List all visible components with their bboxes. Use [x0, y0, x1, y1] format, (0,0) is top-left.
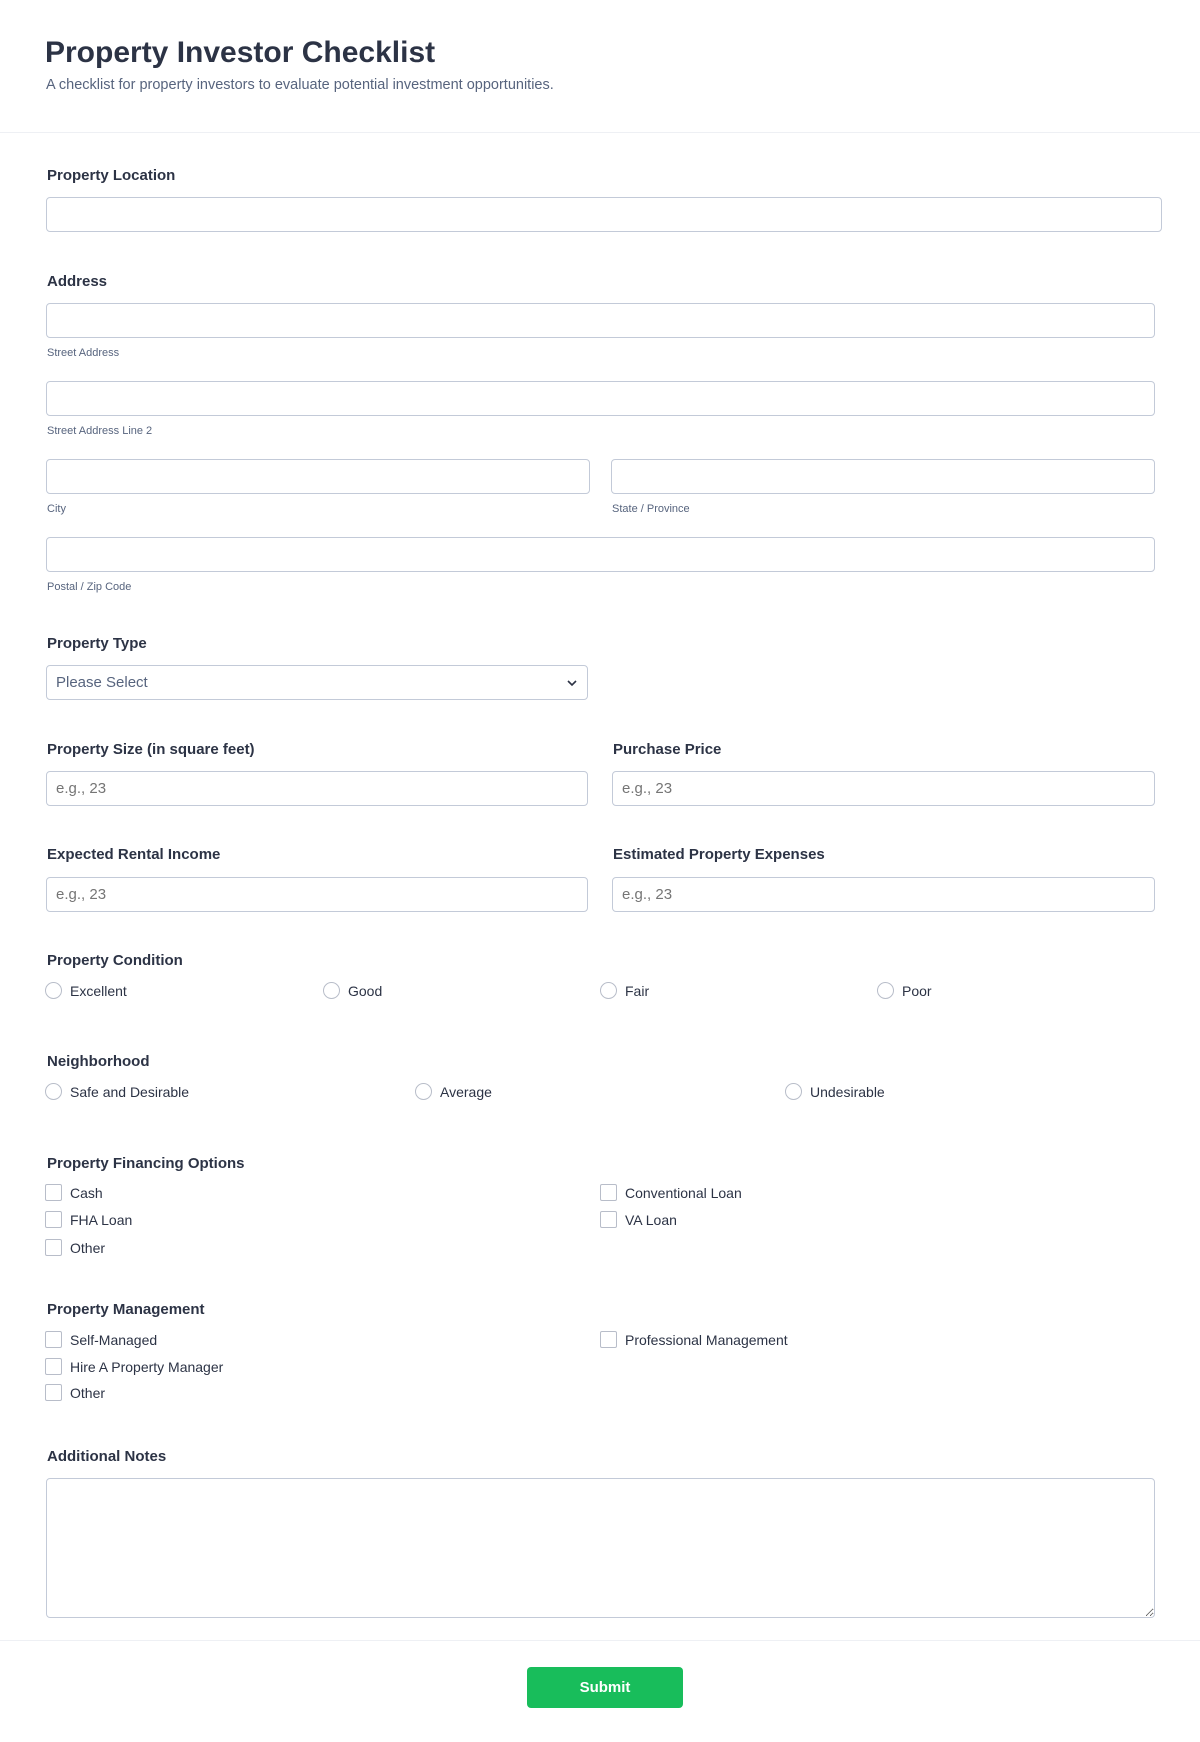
additional-notes-textarea[interactable]	[46, 1478, 1155, 1618]
divider	[0, 132, 1200, 133]
state-sublabel: State / Province	[612, 503, 690, 515]
checkbox[interactable]	[600, 1184, 617, 1201]
submit-button[interactable]: Submit	[527, 1667, 683, 1708]
option-label: Professional Management	[625, 1331, 788, 1348]
radio-button[interactable]	[877, 982, 894, 999]
financing-option-cash[interactable]	[45, 1184, 103, 1201]
management-label: Property Management	[47, 1301, 205, 1318]
condition-option-poor[interactable]	[877, 982, 932, 999]
option-label: Other	[70, 1384, 106, 1401]
checkbox[interactable]	[45, 1384, 62, 1401]
checkbox[interactable]	[600, 1331, 617, 1348]
postal-code-sublabel: Postal / Zip Code	[47, 581, 132, 593]
neighborhood-option-average[interactable]	[415, 1083, 492, 1100]
page-description: A checklist for property investors to evaluate potential investment opportunities.	[46, 77, 554, 93]
checkbox[interactable]	[45, 1331, 62, 1348]
chevron-down-icon	[566, 679, 578, 687]
rental-income-label: Expected Rental Income	[47, 846, 221, 863]
property-type-label: Property Type	[47, 635, 147, 652]
additional-notes-label: Additional Notes	[47, 1448, 167, 1465]
street-address-line2-input[interactable]	[46, 381, 1155, 416]
option-label: Fair	[625, 982, 650, 999]
state-input[interactable]	[611, 459, 1155, 494]
divider	[0, 1640, 1200, 1641]
option-label: Other	[70, 1239, 106, 1256]
property-expenses-input[interactable]	[612, 877, 1155, 912]
management-option-other[interactable]	[45, 1384, 105, 1401]
financing-option-other[interactable]	[45, 1239, 105, 1256]
financing-option-va[interactable]	[600, 1211, 677, 1228]
radio-button[interactable]	[415, 1083, 432, 1100]
option-label: Good	[348, 982, 383, 999]
purchase-price-label: Purchase Price	[613, 741, 722, 758]
condition-option-good[interactable]	[323, 982, 382, 999]
property-location-label: Property Location	[47, 167, 176, 184]
postal-code-input[interactable]	[46, 537, 1155, 572]
checkbox[interactable]	[45, 1239, 62, 1256]
street-address-input[interactable]	[46, 303, 1155, 338]
option-label: Safe and Desirable	[70, 1083, 190, 1100]
option-label: VA Loan	[625, 1211, 677, 1228]
page-title: Property Investor Checklist	[45, 36, 436, 69]
option-label: Average	[440, 1083, 492, 1100]
street-address-line2-sublabel: Street Address Line 2	[47, 425, 153, 437]
property-size-label: Property Size (in square feet)	[47, 741, 255, 758]
financing-label: Property Financing Options	[47, 1155, 245, 1172]
neighborhood-option-undesirable[interactable]	[785, 1083, 885, 1100]
city-sublabel: City	[47, 503, 66, 515]
checkbox[interactable]	[45, 1211, 62, 1228]
property-size-input[interactable]	[46, 771, 588, 806]
option-label: Hire A Property Manager	[70, 1358, 224, 1375]
property-type-select[interactable]	[46, 665, 588, 700]
financing-option-fha[interactable]	[45, 1211, 132, 1228]
option-label: Poor	[902, 982, 932, 999]
property-condition-label: Property Condition	[47, 952, 183, 969]
option-label: FHA Loan	[70, 1211, 133, 1228]
condition-option-excellent[interactable]	[45, 982, 127, 999]
option-label: Excellent	[70, 982, 127, 999]
management-option-professional[interactable]	[600, 1331, 788, 1348]
neighborhood-label: Neighborhood	[47, 1053, 150, 1070]
option-label: Undesirable	[810, 1083, 885, 1100]
address-label: Address	[47, 273, 108, 290]
rental-income-input[interactable]	[46, 877, 588, 912]
financing-option-conventional[interactable]	[600, 1184, 742, 1201]
radio-button[interactable]	[323, 982, 340, 999]
property-expenses-label: Estimated Property Expenses	[613, 846, 825, 863]
street-address-sublabel: Street Address	[47, 347, 120, 359]
option-label: Conventional Loan	[625, 1184, 742, 1201]
radio-button[interactable]	[785, 1083, 802, 1100]
option-label: Cash	[70, 1184, 103, 1201]
checkbox[interactable]	[45, 1358, 62, 1375]
condition-option-fair[interactable]	[600, 982, 649, 999]
option-label: Self-Managed	[70, 1331, 158, 1348]
radio-button[interactable]	[45, 982, 62, 999]
purchase-price-input[interactable]	[612, 771, 1155, 806]
checkbox[interactable]	[45, 1184, 62, 1201]
management-option-hire[interactable]	[45, 1358, 223, 1375]
property-location-input[interactable]	[46, 197, 1162, 232]
management-option-self[interactable]	[45, 1331, 157, 1348]
property-type-value: Please Select	[56, 674, 148, 691]
city-input[interactable]	[46, 459, 590, 494]
radio-button[interactable]	[45, 1083, 62, 1100]
radio-button[interactable]	[600, 982, 617, 999]
neighborhood-option-safe[interactable]	[45, 1083, 189, 1100]
checkbox[interactable]	[600, 1211, 617, 1228]
